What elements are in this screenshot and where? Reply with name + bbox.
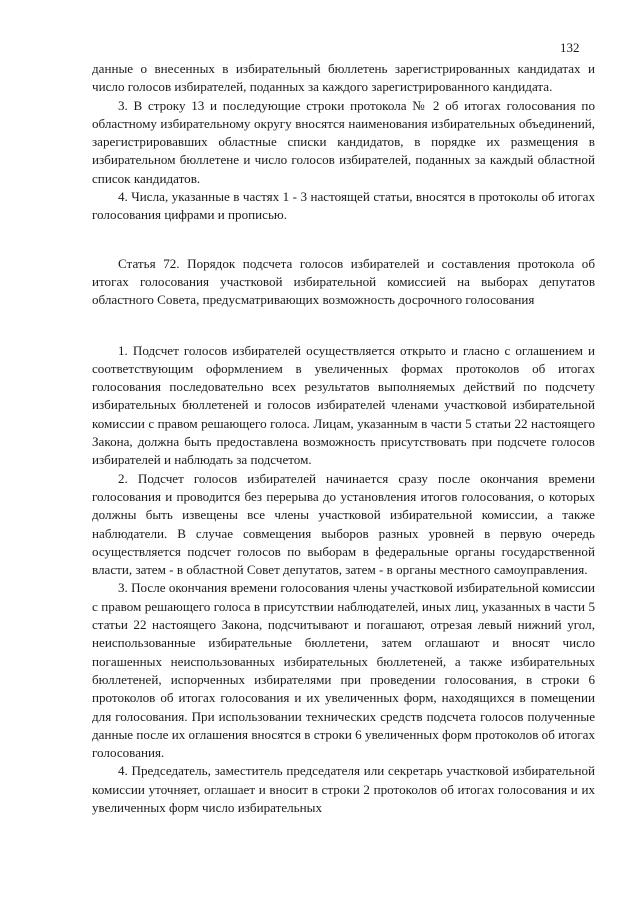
paragraph-continuation: данные о внесенных в избирательный бюллетень зарегистрированных кандидатах и число голосов избирателей, поданных за каждого зарегистрированного кандидата. (92, 61, 595, 95)
paragraph-part-3: 3. В строку 13 и последующие строки протокола № 2 об итогах голосования по областному избирательному округу вносятся наименования избирательных объединений, зарегистрировавших областные списки кандидатов, в порядке их размещения в избирательном бюллетене и число голосов избирателей, поданных за каждый областной список кандидатов. (92, 97, 595, 186)
article-paragraph-4: 4. Председатель, заместитель председателя или секретарь участковой избирательной комиссии уточняет, оглашает и вносит в строки 2 протоколов об итогах голосования и их увеличенных форм число избирательных (92, 763, 595, 815)
article-heading: Статья 72. Порядок подсчета голосов избирателей и составления протокола об итогах голосования участковой избирательной комиссией на выборах депутатов областного Совета, предусматривающих возможность досрочного голосования (92, 255, 595, 308)
document-body (92, 60, 595, 817)
paragraph-part-4: 4. Числа, указанные в частях 1 - 3 настоящей статьи, вносятся в протоколы об итогах голосования цифрами и прописью. (92, 189, 595, 223)
article-paragraph-2: 2. Подсчет голосов избирателей начинается сразу после окончания времени голосования и проводится без перерыва до установления итогов голосования, о которых должны быть извещены все члены участковой избирательной комиссии, а также наблюдатели. В случае совмещения выборов разных уровней в первую очередь осуществляется подсчет голосов по выборам в федеральные органы государственной власти, затем - в областной Совет депутатов, затем - в органы местного самоуправления. (92, 470, 595, 578)
article-paragraph-3: 3. После окончания времени голосования члены участковой избирательной комиссии с правом решающего голоса в присутствии наблюдателей, иных лиц, указанных в части 5 статьи 22 настоящего Закона, подсчитывают и погашают, отрезая левый нижний угол, неиспользованные избирательные бюллетени, затем оглашают и вносят число погашенных неиспользованных избирательных бюллетеней, а также избирательных бюллетеней, испорченных избирателями при проведении голосования, в строки 6 протоколов об итогах голосования и их увеличенных форм, находящихся в помещении для голосования. При использовании технических средств подсчета голосов полученные данные после их оглашения вносятся в строки 6 увеличенных форм протоколов об итогах голосования. (92, 580, 595, 761)
page-number: 132 (560, 40, 580, 55)
article-paragraph-1: 1. Подсчет голосов избирателей осуществляется открыто и гласно с оглашением и соответствующим оформлением в увеличенных формах протоколов об итогах голосования последовательно всех результатов выполняемых действий по подсчету избирательных бюллетеней и голосов избирателей членами участковой избирательной комиссии с правом решающего голоса. Лицам, указанным в части 5 статьи 22 настоящего Закона, должна быть предоставлена возможность присутствовать при подсчете голосов избирателей и наблюдать за подсчетом. (92, 342, 595, 468)
